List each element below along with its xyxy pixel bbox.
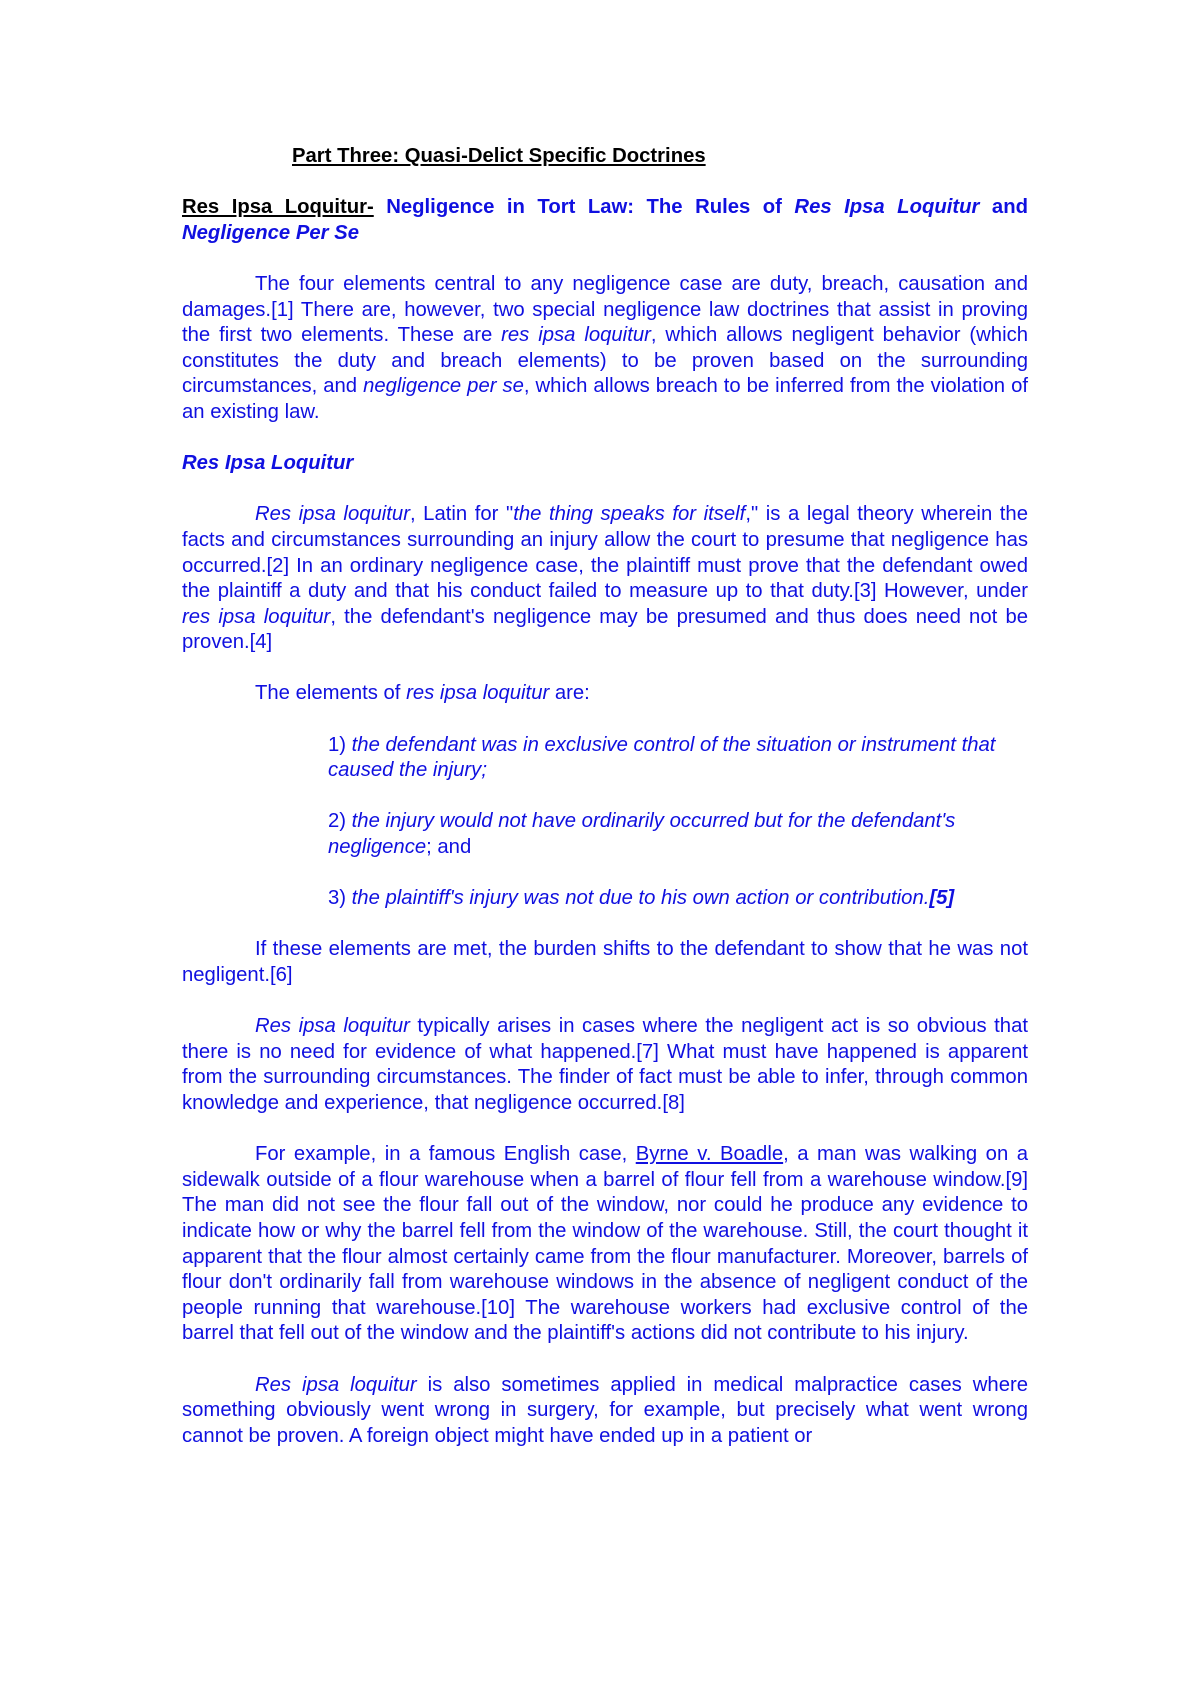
list-item — [328, 886, 1028, 912]
paragraph-elements-intro — [182, 681, 1028, 707]
list-item — [328, 733, 1028, 784]
list-tail: ; — [481, 759, 487, 782]
text-run: , the defendant's negligence may be presumed and thus does need not be proven.[4] — [182, 605, 1029, 654]
heading-italic-2: Negligence Per Se — [182, 221, 359, 244]
text-run-italic: the thing speaks for itself — [513, 503, 746, 526]
text-run-italic: res ipsa loquitur — [406, 682, 550, 705]
heading-rest: Negligence in Tort Law: The Rules of — [373, 196, 795, 219]
main-heading — [182, 195, 1028, 246]
text-run-italic: negligence per se — [363, 375, 524, 398]
paragraph-burden: If these elements are met, the burden shifts to the defendant to show that he was not negligent.[6] — [182, 938, 1028, 986]
text-run: , which allows breach to be inferred from the violation of an existing law. — [182, 375, 1028, 423]
document-page — [182, 144, 1028, 1449]
paragraph-intro — [182, 272, 1028, 426]
case-link[interactable]: Byrne v. Boadle — [635, 1143, 784, 1166]
list-number: 1) — [328, 733, 352, 756]
paragraph-definition — [182, 502, 1028, 656]
text-run: The four elements central to any negligence case are duty, breach, causation and damages.[1] There are, however, two special negligence law doctrines that assist in proving the first two elements. These are — [182, 272, 1028, 347]
document-title: Part Three: Quasi-Delict Specific Doctrines — [292, 145, 706, 167]
list-number: 2) — [328, 810, 352, 833]
heading-and: and — [979, 196, 1028, 219]
list-text: the plaintiff's injury was not due to his own action or contribution. — [351, 887, 930, 910]
text-run: , a man was walking on a sidewalk outside of a flour warehouse when a barrel of flour fell from a warehouse window.[9] The man did not see the flour fall out of the window, nor could he produce any evidence to indicate how or why the barrel fell from the window of the warehouse. Still, the court thought it apparent that the flour almost certainly came from the flour manufacturer. Moreover, barrels of flour don't ordinarily fall from warehouse windows in the absence of negligent conduct of the people running that warehouse.[10] The warehouse workers had exclusive control of the barrel that fell out of the window and the plaintiff's actions did not contribute to his injury. — [182, 1143, 1028, 1345]
text-run: , which allows negligent behavior (which constitutes the duty and breach elements) to be proven based on the surrounding circumstances, and — [182, 324, 1029, 398]
text-run-italic: Res ipsa loquitur — [255, 1015, 410, 1038]
heading-lead: Res Ipsa Loquitur- — [182, 196, 374, 219]
text-run: , Latin for " — [409, 503, 514, 526]
paragraph-example — [182, 1142, 1028, 1347]
list-text: the injury would not have ordinarily occurred but for the defendant's negligence — [328, 810, 956, 859]
text-run-italic: res ipsa loquitur — [501, 324, 651, 347]
list-text: the defendant was in exclusive control of the situation or instrument that caused the injury — [328, 733, 996, 782]
text-run-italic: Res ipsa loquitur — [255, 1373, 417, 1396]
text-run: is also sometimes applied in medical malpractice cases where something obviously went wrong in surgery, for example, but precisely what went wrong cannot be proven. A foreign object might have ended up in a patient or — [182, 1373, 1029, 1447]
list-number: 3) — [328, 887, 352, 910]
text-run-italic: Res ipsa loquitur — [255, 503, 410, 526]
text-run: For example, in a famous English case, — [255, 1143, 636, 1166]
list-tail: ; and — [426, 836, 472, 859]
paragraph-obvious — [182, 1014, 1028, 1116]
paragraph-medical — [182, 1373, 1028, 1450]
text-run: typically arises in cases where the negligent act is so obvious that there is no need for evidence of what happened.[7] What must have happened is apparent from the surrounding circumstances. The finder of fact must be able to infer, through common knowledge and experience, that negligence occurred.[8] — [182, 1015, 1028, 1114]
text-run: ," is a legal theory wherein the facts and circumstances surrounding an injury allow the court to presume that negligence has occurred.[2] In an ordinary negligence case, the plaintiff must prove that the defendant owed the plaintiff a duty and that his conduct failed to measure up to that duty.[3] However, under — [182, 503, 1028, 603]
text-run: The elements of — [255, 682, 407, 705]
heading-italic-1: Res Ipsa Loquitur — [794, 196, 980, 219]
list-item — [328, 809, 1028, 860]
text-run-italic: res ipsa loquitur — [182, 605, 331, 628]
section-heading: Res Ipsa Loquitur — [182, 452, 354, 475]
footnote-reference: [5] — [929, 887, 955, 910]
text-run: are: — [549, 682, 590, 705]
